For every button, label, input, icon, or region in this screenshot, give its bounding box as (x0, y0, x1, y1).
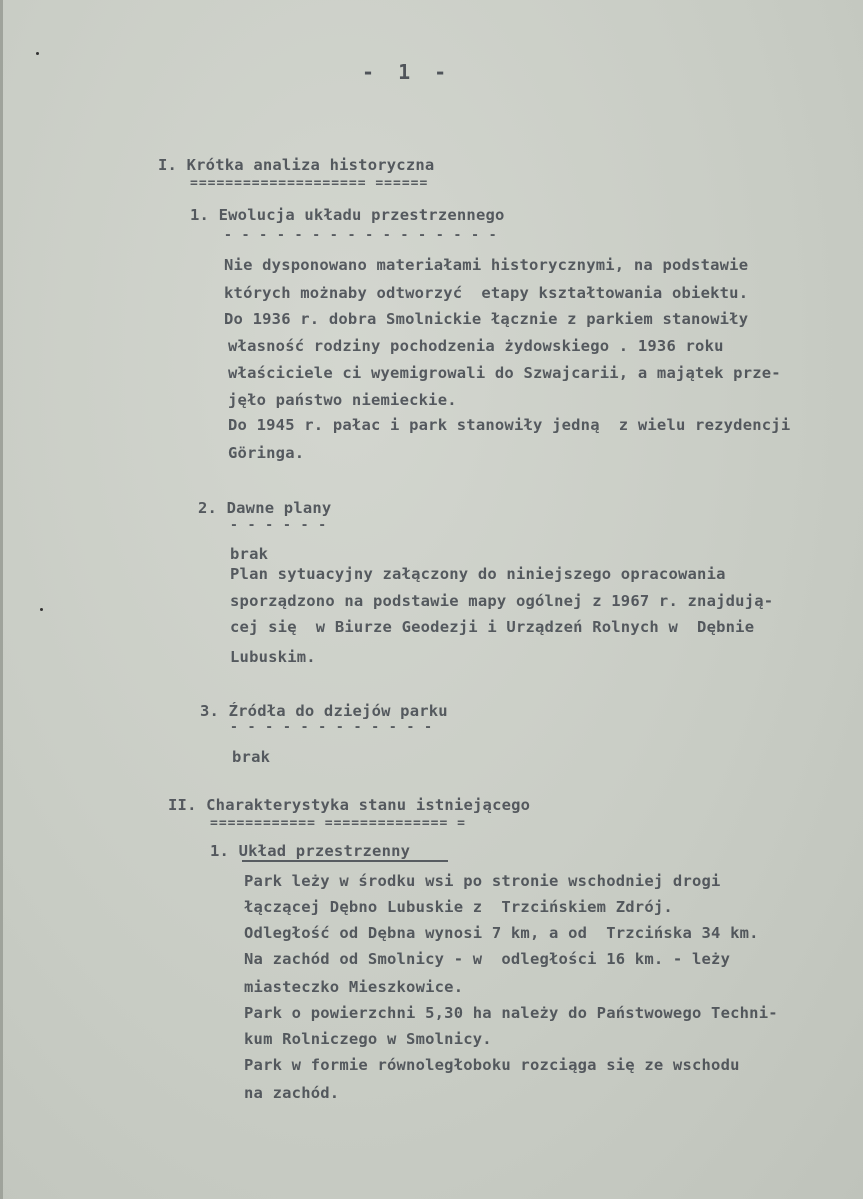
paragraph-line: właściciele ci wyemigrowali do Szwajcarii, a majątek prze- (228, 364, 781, 382)
paragraph-line: na zachód. (244, 1084, 340, 1102)
paragraph-line: Nie dysponowano materiałami historycznymi, na podstawie (224, 256, 749, 274)
paragraph-line: Park o powierzchni 5,30 ha należy do Państwowego Techni- (244, 1004, 778, 1022)
paragraph-line: Plan sytuacyjny załączony do niniejszego opracowania (230, 565, 726, 583)
paragraph-line: Lubuskim. (230, 648, 316, 666)
subsection-1-1-heading: 1. Ewolucja układu przestrzennego (190, 206, 505, 224)
paragraph-line: kum Rolniczego w Smolnicy. (244, 1030, 492, 1048)
page-number: - 1 - (362, 60, 453, 84)
margin-dot (40, 608, 43, 611)
paragraph-line: Do 1936 r. dobra Smolnickie łącznie z parkiem stanowiły (224, 310, 749, 328)
paragraph-line: których możnaby odtworzyć etapy kształtowania obiektu. (224, 284, 749, 302)
section-2-underline: ============ ============== = (210, 816, 466, 831)
section-2-title: II. Charakterystyka stanu istniejącego (168, 796, 531, 814)
paragraph-line: cej się w Biurze Geodezji i Urządzeń Rolnych w Dębnie (230, 618, 755, 636)
paragraph-line: własność rodziny pochodzenia żydowskiego . 1936 roku (228, 337, 724, 355)
paragraph-line: sporządzono na podstawie mapy ogólnej z 1967 r. znajdują- (230, 592, 774, 610)
paragraph-line: miasteczko Mieszkowice. (244, 978, 464, 996)
margin-dot (36, 52, 39, 55)
page-edge-shadow (0, 0, 3, 1199)
paragraph-line: Park w formie równoległoboku rozciąga się ze wschodu (244, 1056, 740, 1074)
paragraph-line: Do 1945 r. pałac i park stanowiły jedną z wielu rezydencji (228, 416, 791, 434)
subsection-1-2-dashes: - - - - - - (230, 518, 328, 533)
section-1-underline: ==================== ====== (190, 176, 429, 191)
subsection-2-1-heading: 1. Układ przestrzenny (210, 842, 411, 860)
paragraph-line: brak (230, 545, 269, 563)
section-1-title: I. Krótka analiza historyczna (158, 156, 435, 174)
paragraph-line: Na zachód od Smolnicy - w odległości 16 km. - leży (244, 950, 731, 968)
paragraph-line: łączącej Dębno Lubuskie z Trzcińskiem Zdrój. (244, 898, 673, 916)
paragraph-line: Göringa. (228, 444, 305, 462)
paragraph-line: Park leży w środku wsi po stronie wschodniej drogi (244, 872, 721, 890)
subsection-1-3-dashes: - - - - - - - - - - - - (230, 720, 434, 735)
subsection-2-1-underline (242, 860, 448, 862)
subsection-1-3-heading: 3. Źródła do dziejów parku (200, 702, 448, 720)
paragraph-line: brak (232, 748, 271, 766)
paragraph-line: Odległość od Dębna wynosi 7 km, a od Trzcińska 34 km. (244, 924, 759, 942)
paragraph-line: jęło państwo niemieckie. (228, 391, 457, 409)
subsection-1-1-dashes: - - - - - - - - - - - - - - - - (224, 228, 498, 243)
subsection-1-2-heading: 2. Dawne plany (198, 499, 332, 517)
